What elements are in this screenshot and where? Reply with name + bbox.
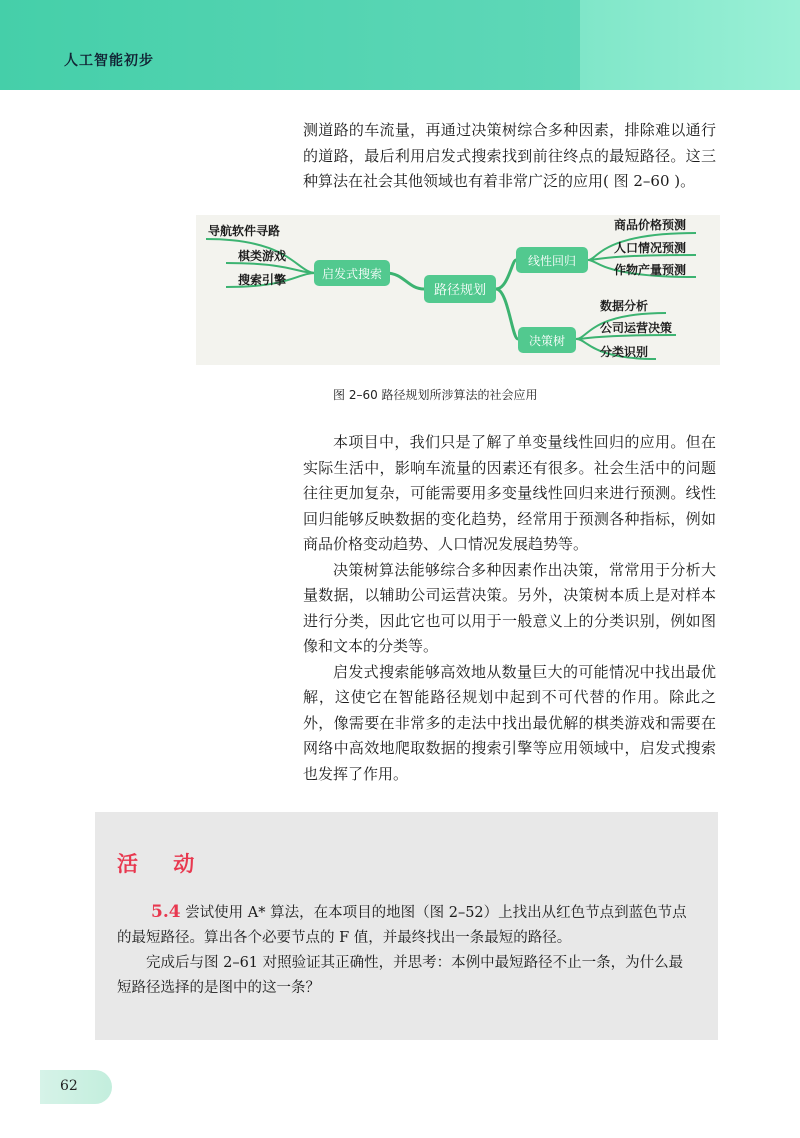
body-paragraph-3: 启发式搜索能够高效地从数量巨大的可能情况中找出最优解，这使它在智能路径规划中起到不可代替的作用。除此之外，像需要在非常多的走法中找出最优解的棋类游戏和需要在网络中高效地爬取数据的搜索引擎等应用领域中，启发式搜索也发挥了作用。 (303, 662, 716, 783)
branch-tree-label: 决策树 (528, 334, 566, 348)
book-title: 人工智能初步 (64, 53, 154, 69)
intro-text (303, 118, 716, 195)
activity-task-text: 尝试使用 A* 算法，在本项目的地图（图 2–52）上找出从红色节点到蓝色节点的最短路径。算出各个必要节点的 F 值，并最终找出一条最短的路径。 (117, 905, 687, 946)
leaf-search-0: 导航软件寻路 (208, 224, 281, 238)
branch-regression-label: 线性回归 (527, 254, 577, 268)
header-band (0, 0, 580, 90)
leaf-line-tree-1 (576, 335, 676, 339)
page-header (0, 0, 800, 90)
leaf-search-1: 棋类游戏 (238, 249, 287, 263)
connector-regression (496, 260, 516, 289)
activity-box (95, 812, 718, 1040)
leaf-search-2: 搜索引擎 (238, 273, 287, 287)
body-paragraph-1: 本项目中，我们只是了解了单变量线性回归的应用。但在实际生活中，影响车流量的因素还有很多。社会生活中的问题往往更加复杂，可能需要用多变量线性回归来进行预测。线性回归能够反映数据的变化趋势，经常用于预测各种指标，例如商品价格变动趋势、人口情况发展趋势等。 (303, 433, 716, 553)
figure-caption: 图 2–60 路径规划所涉算法的社会应用 (333, 388, 538, 402)
connector-search (386, 273, 424, 289)
leaf-tree-0: 数据分析 (600, 299, 649, 313)
body-paragraph-2: 决策树算法能够综合多种因素作出决策，常常用于分析大量数据，以辅助公司运营决策。另外，决策树本质上是对样本进行分类，因此它也可以用于一般意义上的分类识别，例如图像和文本的分类等。 (303, 560, 716, 655)
body-text (303, 430, 716, 787)
leaf-regression-2: 作物产量预测 (614, 263, 687, 277)
leaf-tree-1: 公司运营决策 (600, 321, 673, 335)
mind-map-svg (196, 215, 720, 365)
branch-search-label: 启发式搜索 (321, 267, 383, 281)
center-node-label: 路径规划 (433, 283, 487, 298)
leaf-line-regression-1 (588, 255, 696, 260)
activity-number: 5.4 (151, 902, 181, 922)
activity-text (117, 900, 697, 1001)
activity-title: 活 动 (117, 852, 209, 876)
leaf-regression-0: 商品价格预测 (614, 218, 687, 232)
intro-paragraph: 测道路的车流量，再通过决策树综合多种因素，排除难以通行的道路，最后利用启发式搜索找到前往终点的最短路径。这三种算法在社会其他领域也有着非常广泛的应用( 图 2–60 )。 (303, 121, 716, 190)
leaf-regression-1: 人口情况预测 (614, 241, 687, 255)
mind-map-figure (196, 215, 720, 365)
page-number: 62 (60, 1078, 78, 1094)
leaf-tree-2: 分类识别 (600, 345, 649, 359)
activity-paragraph-2: 完成后与图 2–61 对照验证其正确性，并思考：本例中最短路径不止一条，为什么最短路径选择的是图中的这一条？ (117, 955, 684, 996)
connector-tree (496, 289, 518, 339)
activity-paragraph-1 (117, 900, 697, 951)
